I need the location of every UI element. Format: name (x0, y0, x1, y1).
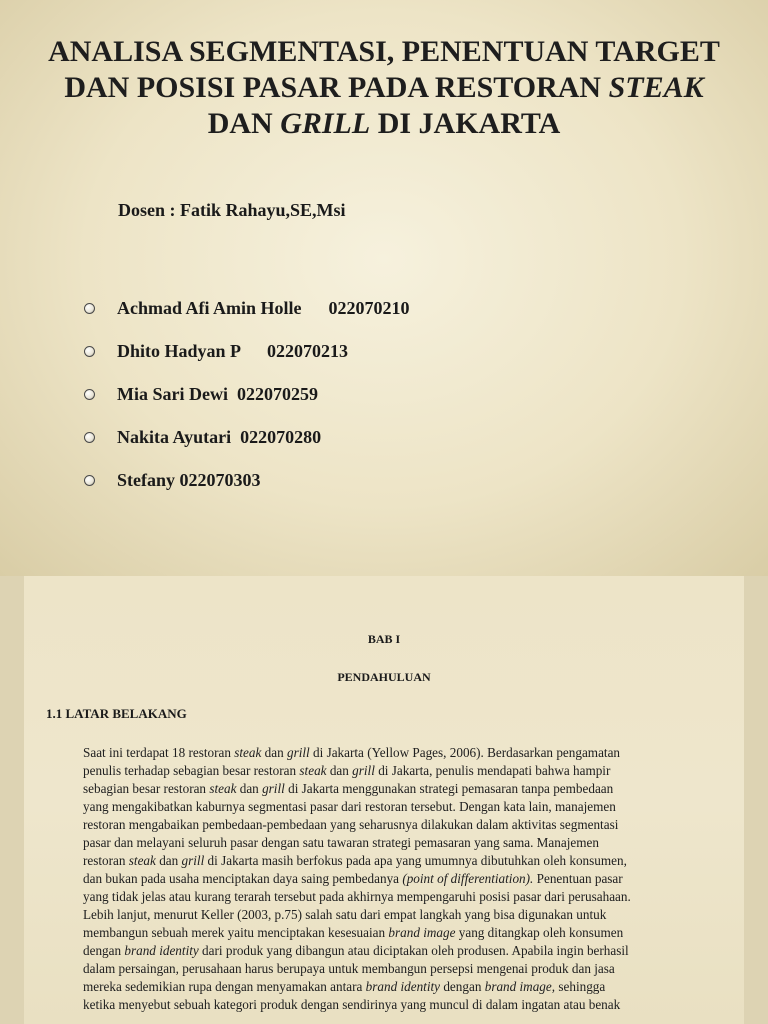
bullet-icon (84, 432, 95, 443)
paragraph-line (83, 870, 723, 888)
paragraph-line (83, 924, 723, 942)
text-run: dan bukan pada usaha menciptakan daya saing pembedanya (83, 871, 403, 886)
paragraph-line (83, 816, 723, 834)
member-name: Mia Sari Dewi (117, 384, 237, 404)
title-line-3-text-a: DAN (207, 107, 281, 140)
italic-term: brand identity (124, 943, 199, 958)
page-margin-left (0, 576, 24, 1024)
text-run: yang ditangkap oleh konsumen (455, 925, 624, 940)
paragraph-line (83, 960, 723, 978)
member-name: Nakita Ayutari (117, 427, 241, 447)
text-run: dengan (440, 979, 485, 994)
paragraph-line (83, 996, 723, 1014)
member-name: Achmad Afi Amin Holle (117, 298, 329, 318)
member-name: Stefany (117, 470, 180, 490)
text-run: dalam persaingan, perusahaan harus berupaya untuk membangun persepsi mengenai produk dan jasa (83, 961, 615, 976)
member-item (84, 287, 410, 330)
text-run: dan (236, 781, 263, 796)
document-page (24, 576, 744, 1024)
title-line-3 (20, 106, 748, 142)
text-run: dan (261, 745, 287, 760)
paragraph-line (83, 978, 723, 996)
bullet-icon (84, 303, 95, 314)
text-run: pasar dan melayani seluruh pasar dengan satu tawaran strategi pemasaran yang sama. Manajemen (83, 835, 599, 850)
text-run: di Jakarta, penulis mendapati bahwa hampir (374, 763, 611, 778)
text-run: dengan (83, 943, 125, 958)
title-line-2 (20, 70, 748, 106)
paragraph-line (83, 852, 723, 870)
italic-term: steak (209, 781, 237, 796)
member-nim: 022070303 (179, 470, 261, 490)
chapter-number: BAB I (367, 632, 401, 646)
text-run: Saat ini terdapat 18 restoran (83, 745, 235, 760)
member-item (84, 373, 410, 416)
bullet-icon (84, 389, 95, 400)
paragraph-line (83, 906, 723, 924)
slide-title (20, 34, 748, 142)
member-item (84, 416, 410, 459)
member-nim: 022070210 (328, 298, 410, 318)
italic-term: grill (262, 781, 285, 796)
italic-term: steak (299, 763, 327, 778)
text-run: di Jakarta masih berfokus pada apa yang umumnya dibutuhkan oleh konsumen, (204, 853, 627, 868)
member-nim: 022070280 (240, 427, 322, 447)
bullet-icon (84, 346, 95, 357)
text-run: restoran mengabaikan pembedaan-pembedaan yang seharusnya dilakukan dalam aktivitas segmentasi (83, 817, 619, 832)
text-run: membangun sebuah merek yaitu menciptakan kesesuaian (83, 925, 389, 940)
text-run: di Jakarta (Yellow Pages, 2006). Berdasarkan pengamatan (309, 745, 621, 760)
text-run: penulis terhadap sebagian besar restoran (83, 763, 300, 778)
text-run: dari produk yang dibangun atau diciptakan oleh produsen. Apabila ingin berhasil (198, 943, 629, 958)
paragraph-line (83, 780, 723, 798)
member-list (84, 287, 410, 502)
paragraph-line (83, 762, 723, 780)
italic-term: brand image (388, 925, 456, 940)
paragraph-line (83, 744, 723, 762)
text-run: sehingga (555, 979, 606, 994)
body-paragraph (83, 744, 723, 1014)
text-run: dan (326, 763, 353, 778)
title-line-1: ANALISA SEGMENTASI, PENENTUAN TARGET (48, 35, 720, 68)
page-margin-right (744, 576, 768, 1024)
text-run: yang mengakibatkan kaburnya segmentasi pasar dari restoran tersebut. Dengan kata lain, manajemen (83, 799, 616, 814)
lecturer-name: Dosen : Fatik Rahayu,SE,Msi (118, 200, 346, 220)
text-run: Lebih lanjut, menurut Keller (2003, p.75) salah satu dari empat langkah yang bisa digunakan untuk (83, 907, 607, 922)
paragraph-line (83, 942, 723, 960)
paragraph-line (83, 798, 723, 816)
text-run: Penentuan pasar (533, 871, 623, 886)
member-item (84, 330, 410, 373)
italic-term: brand identity (365, 979, 441, 994)
section-heading: 1.1 LATAR BELAKANG (46, 706, 187, 721)
text-run: sebagian besar restoran (83, 781, 210, 796)
title-line-3-text-c: DI JAKARTA (370, 107, 561, 140)
italic-term: steak (128, 853, 156, 868)
member-nim: 022070259 (236, 384, 318, 404)
text-run: ketika menyebut sebuah kategori produk dengan sendirinya yang muncul di dalam ingatan atau benak (83, 997, 621, 1012)
italic-term: (point of differentiation). (402, 871, 534, 886)
italic-term: grill (287, 745, 310, 760)
italic-term: steak (234, 745, 262, 760)
chapter-title: PENDAHULUAN (337, 670, 431, 684)
member-nim: 022070213 (267, 341, 349, 361)
member-name: Dhito Hadyan P (117, 341, 268, 361)
paragraph-line (83, 888, 723, 906)
text-run: dan (155, 853, 182, 868)
title-line-3-italic: GRILL (280, 107, 371, 140)
paragraph-line (83, 834, 723, 852)
member-item (84, 459, 410, 502)
title-line-2-italic: STEAK (608, 71, 704, 104)
bullet-icon (84, 475, 95, 486)
italic-term: grill (352, 763, 375, 778)
italic-term: grill (181, 853, 205, 868)
text-run: restoran (83, 853, 129, 868)
text-run: yang tidak jelas atau kurang terarah tersebut pada akhirnya mempengaruhi posisi pasar dari perusahaan. (83, 889, 631, 904)
title-line-2-text: DAN POSISI PASAR PADA RESTORAN (64, 71, 609, 104)
text-run: di Jakarta menggunakan strategi pemasaran tanpa pembedaan (284, 781, 614, 796)
italic-term: brand image, (484, 979, 556, 994)
text-run: mereka sedemikian rupa dengan menyamakan antara (83, 979, 366, 994)
